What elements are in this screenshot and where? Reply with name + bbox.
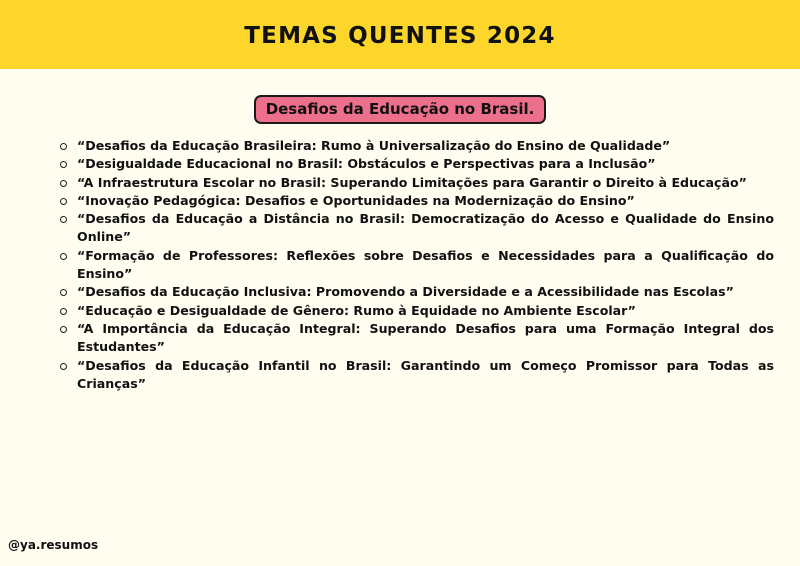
list-item (58, 174, 774, 192)
page-title: TEMAS QUENTES 2024 (244, 22, 556, 49)
topic-list (58, 137, 774, 393)
bullet-circle-icon (60, 216, 67, 223)
bullet-circle-icon (60, 253, 67, 260)
bullet-circle-icon (60, 161, 67, 168)
bullet-circle-icon (60, 326, 67, 333)
section-label-wrap (0, 95, 800, 124)
topic-text: “A Importância da Educação Integral: Superando Desafios para uma Formação Integral dos Estudantes” (77, 320, 774, 355)
bullet-circle-icon (60, 198, 67, 205)
topic-text: “Desafios da Educação Infantil no Brasil: Garantindo um Começo Promissor para Todas as Crianças” (77, 357, 774, 391)
bullet-circle-icon (60, 289, 67, 296)
topic-text: “Desafios da Educação a Distância no Brasil: Democratização do Acesso e Qualidade do Ensino Online” (77, 211, 774, 245)
topic-text: “Desafios da Educação Brasileira: Rumo à Universalização do Ensino de Qualidade” (77, 138, 671, 153)
bullet-circle-icon (60, 308, 67, 315)
list-item (58, 302, 774, 320)
list-item (58, 283, 774, 301)
section-label: Desafios da Educação no Brasil. (254, 95, 547, 124)
topic-text: “Educação e Desigualdade de Gênero: Rumo à Equidade no Ambiente Escolar” (77, 302, 636, 318)
list-item (58, 357, 774, 394)
list-item (58, 210, 774, 247)
topic-text: “Inovação Pedagógica: Desafios e Oportunidades na Modernização do Ensino” (77, 192, 635, 208)
bullet-circle-icon (60, 180, 67, 187)
bullet-circle-icon (60, 143, 67, 150)
list-item (58, 320, 774, 357)
topic-text: “Formação de Professores: Reflexões sobre Desafios e Necessidades para a Qualificação do Ensino” (77, 247, 774, 282)
list-item (58, 137, 774, 155)
topic-text: “Desigualdade Educacional no Brasil: Obstáculos e Perspectivas para a Inclusão” (77, 156, 656, 172)
list-item (58, 192, 774, 210)
topic-text: “A Infraestrutura Escolar no Brasil: Superando Limitações para Garantir o Direito à Educação” (77, 174, 747, 190)
header-bar (0, 0, 800, 69)
list-item (58, 155, 774, 173)
list-item (58, 247, 774, 284)
topic-text: “Desafios da Educação Inclusiva: Promovendo a Diversidade e a Acessibilidade nas Escolas” (77, 284, 734, 300)
author-handle: @ya.resumos (8, 538, 99, 552)
bullet-circle-icon (60, 363, 67, 370)
